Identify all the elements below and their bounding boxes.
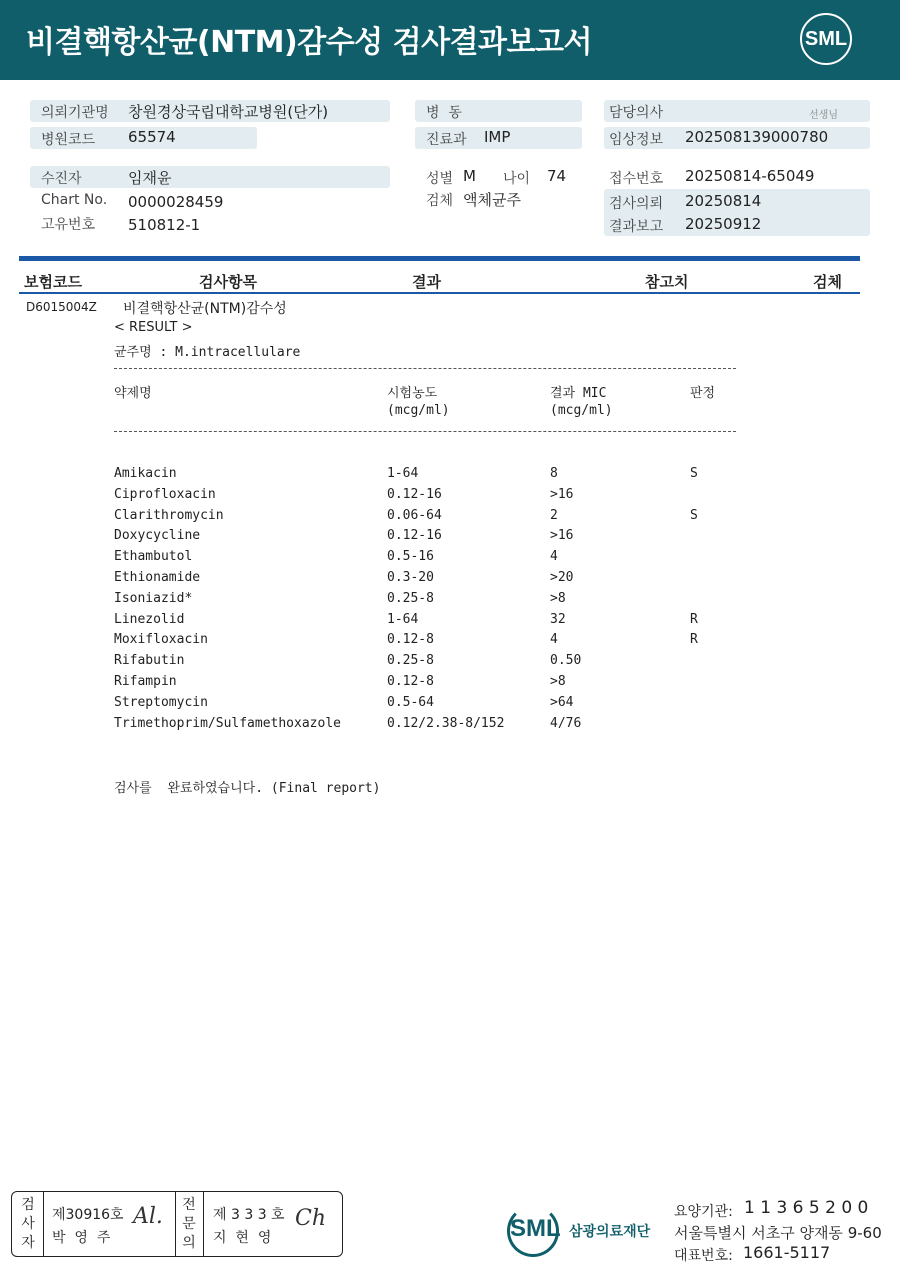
test-code: D6015004Z bbox=[26, 300, 97, 314]
mic-result: 4 bbox=[550, 549, 558, 565]
mic-result: >8 bbox=[550, 674, 566, 689]
mic-result: 4/76 bbox=[550, 715, 582, 731]
mic-result: 4 bbox=[550, 632, 558, 648]
mic-result: 2 bbox=[550, 507, 558, 523]
specialist-name: 지 현 영 bbox=[213, 1230, 272, 1246]
examinee-label: 수진자 bbox=[41, 171, 82, 187]
hospital-code-value: 65574 bbox=[128, 128, 176, 146]
specimen-value: 액체균주 bbox=[463, 191, 521, 209]
test-concentration: 0.5-64 bbox=[387, 694, 434, 710]
test-item: 비결핵항산균(NTM)감수성 bbox=[123, 301, 287, 317]
unique-no-label: 고유번호 bbox=[41, 217, 96, 233]
dept-value: IMP bbox=[484, 128, 511, 146]
sig-divider-2 bbox=[175, 1191, 176, 1257]
col-drug: 약제명 bbox=[114, 386, 152, 401]
drug-name: Rifampin bbox=[114, 674, 177, 689]
dept-label: 진료과 bbox=[426, 132, 467, 148]
sig-divider-3 bbox=[203, 1191, 204, 1257]
header-underline bbox=[19, 292, 860, 294]
clinical-value: 202508139000780 bbox=[685, 128, 829, 146]
examiner-name: 박 영 주 bbox=[52, 1230, 111, 1246]
sig-divider-1 bbox=[43, 1191, 44, 1257]
dashed-line-top bbox=[114, 368, 736, 369]
age-label: 나이 bbox=[503, 171, 531, 187]
col-mic-unit: (mcg/ml) bbox=[550, 403, 613, 418]
request-label: 검사의뢰 bbox=[609, 196, 664, 212]
drug-name: Ciprofloxacin bbox=[114, 486, 216, 502]
phone-number: 1661-5117 bbox=[743, 1243, 831, 1262]
ward-label: 병 동 bbox=[426, 105, 462, 121]
col-conc-unit: (mcg/ml) bbox=[387, 403, 450, 418]
col-conc: 시험농도 bbox=[387, 386, 438, 401]
institution-value: 창원경상국립대학교병원(단가) bbox=[128, 103, 329, 121]
drug-name: Streptomycin bbox=[114, 694, 208, 710]
clinical-label: 임상정보 bbox=[609, 132, 664, 148]
col-header-reference: 참고치 bbox=[645, 273, 689, 291]
yoyang-label: 요양기관: bbox=[674, 1204, 733, 1220]
sex-value: M bbox=[463, 167, 476, 185]
test-concentration: 1-64 bbox=[387, 611, 419, 627]
drug-name: Doxycycline bbox=[114, 528, 201, 544]
examiner-signature: Al. bbox=[133, 1204, 163, 1229]
col-header-specimen: 검체 bbox=[813, 273, 842, 291]
age-value: 74 bbox=[547, 167, 567, 185]
drug-name: Ethionamide bbox=[114, 570, 201, 585]
phone-label: 대표번호: bbox=[674, 1248, 733, 1264]
report-value: 20250912 bbox=[685, 215, 762, 233]
final-report-note: 검사를 완료하였습니다. (Final report) bbox=[114, 781, 381, 796]
chart-no-value: 0000028459 bbox=[128, 193, 224, 211]
section-divider bbox=[19, 256, 860, 261]
sex-label: 성별 bbox=[426, 171, 454, 187]
result-tag: < RESULT > bbox=[114, 320, 193, 335]
chart-no-label: Chart No. bbox=[41, 192, 108, 208]
interpretation: S bbox=[690, 507, 698, 523]
col-mic: 결과 MIC bbox=[550, 386, 607, 401]
test-concentration: 0.25-8 bbox=[387, 653, 434, 669]
report-title: 비결핵항산균(NTM)감수성 검사결과보고서 bbox=[26, 25, 592, 60]
mic-result: 0.50 bbox=[550, 653, 582, 669]
drug-name: Moxifloxacin bbox=[114, 632, 208, 648]
examinee-row bbox=[30, 166, 390, 188]
interpretation: R bbox=[690, 611, 698, 627]
test-concentration: 1-64 bbox=[387, 466, 419, 481]
specimen-label: 검체 bbox=[426, 193, 454, 209]
mic-result: >64 bbox=[550, 694, 574, 710]
interpretation: R bbox=[690, 632, 698, 648]
test-concentration: 0.5-16 bbox=[387, 549, 434, 565]
hospital-code-label: 병원코드 bbox=[41, 132, 96, 148]
drug-name: Amikacin bbox=[114, 466, 177, 481]
specialist-license: 제 3 3 3 호 bbox=[213, 1207, 285, 1223]
doctor-label: 담당의사 bbox=[609, 105, 664, 121]
institution-label: 의뢰기관명 bbox=[41, 105, 109, 121]
col-header-code: 보험코드 bbox=[24, 273, 82, 291]
examiner-license: 제30916호 bbox=[52, 1207, 124, 1223]
mic-result: >16 bbox=[550, 528, 574, 544]
test-concentration: 0.12-16 bbox=[387, 486, 442, 502]
drug-name: Trimethoprim/Sulfamethoxazole bbox=[114, 715, 341, 731]
yoyang-number: 1 1 3 6 5 2 0 0 bbox=[744, 1198, 869, 1218]
org-logo-text: SML bbox=[510, 1215, 561, 1242]
mic-result: 32 bbox=[550, 611, 566, 627]
org-address: 서울특별시 서초구 양재동 9-60 bbox=[674, 1224, 882, 1242]
specialist-label: 전 문 의 bbox=[182, 1197, 196, 1251]
col-header-result: 결과 bbox=[412, 273, 441, 291]
interpretation: S bbox=[690, 466, 698, 481]
report-label: 결과보고 bbox=[609, 219, 664, 235]
drug-name: Isoniazid* bbox=[114, 590, 193, 606]
test-concentration: 0.12-8 bbox=[387, 632, 434, 648]
col-judge: 판정 bbox=[690, 386, 716, 401]
mic-result: >16 bbox=[550, 486, 574, 502]
dashed-line-bottom bbox=[114, 431, 736, 432]
examinee-value: 임재윤 bbox=[128, 169, 172, 187]
signature-box bbox=[11, 1191, 343, 1257]
test-concentration: 0.3-20 bbox=[387, 570, 434, 585]
drug-name: Clarithromycin bbox=[114, 507, 224, 523]
test-concentration: 0.25-8 bbox=[387, 590, 434, 606]
mic-result: 8 bbox=[550, 466, 558, 481]
org-name: 삼광의료재단 bbox=[569, 1224, 651, 1240]
drug-name: Rifabutin bbox=[114, 653, 185, 669]
mic-result: >20 bbox=[550, 570, 574, 585]
receipt-value: 20250814-65049 bbox=[685, 167, 815, 185]
unique-no-value: 510812-1 bbox=[128, 216, 201, 234]
receipt-label: 접수번호 bbox=[609, 171, 664, 187]
doctor-suffix: 선생님 bbox=[809, 110, 838, 121]
examiner-label: 검 사 자 bbox=[21, 1197, 35, 1251]
specialist-signature: Ch bbox=[295, 1206, 327, 1231]
mic-result: >8 bbox=[550, 590, 566, 606]
sml-logo-text: SML bbox=[804, 28, 848, 50]
organism-label: 균주명 : M.intracellulare bbox=[114, 345, 301, 360]
test-concentration: 0.12/2.38-8/152 bbox=[387, 715, 505, 731]
test-concentration: 0.12-16 bbox=[387, 528, 442, 544]
drug-name: Linezolid bbox=[114, 611, 185, 627]
test-concentration: 0.06-64 bbox=[387, 507, 442, 523]
drug-name: Ethambutol bbox=[114, 549, 193, 565]
col-header-item: 검사항목 bbox=[199, 273, 257, 291]
request-value: 20250814 bbox=[685, 192, 762, 210]
test-concentration: 0.12-8 bbox=[387, 674, 434, 689]
